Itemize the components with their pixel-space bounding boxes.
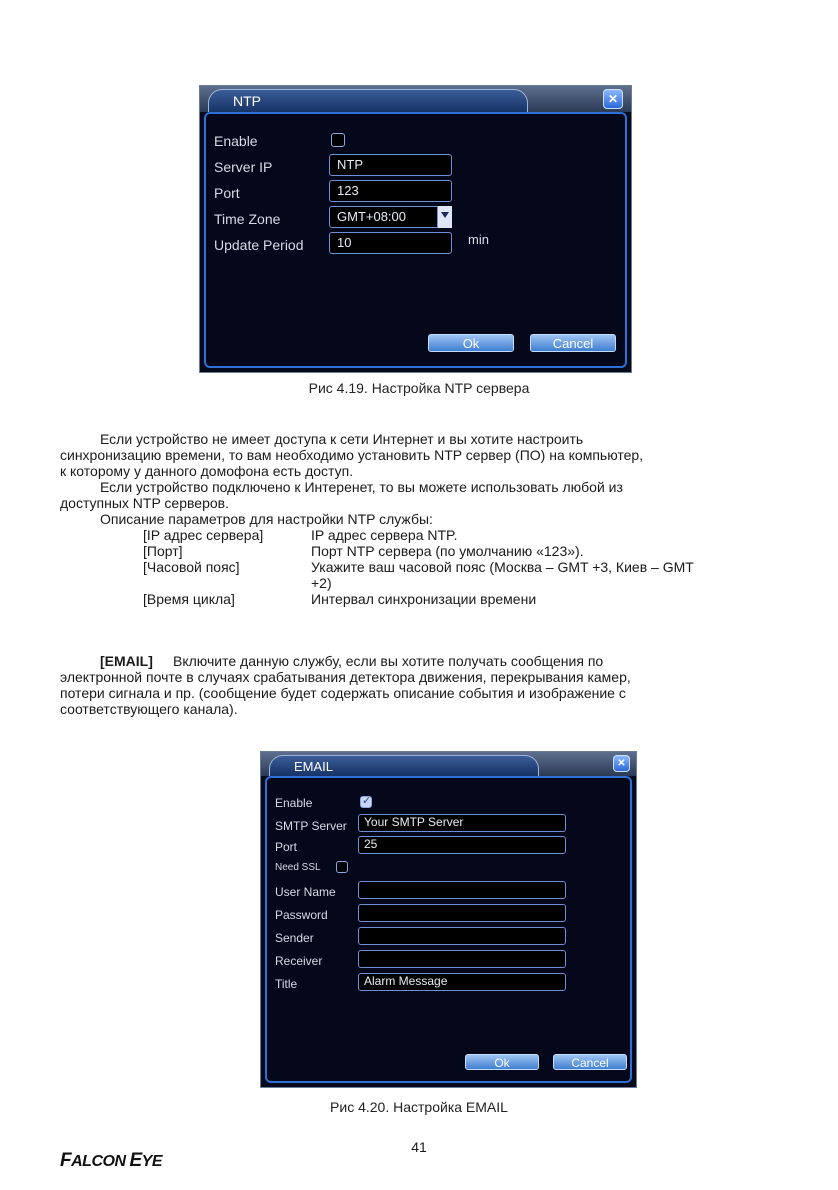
ntp-dialog-body: [204, 112, 627, 368]
param-desc: Укажите ваш часовой пояс (Москва – GMT +3, Киев – GMT: [311, 559, 694, 575]
param-term: [Часовой пояс]: [143, 559, 240, 575]
smtp-server-input[interactable]: Your SMTP Server: [358, 814, 566, 832]
smtp-server-label: SMTP Server: [275, 819, 347, 833]
email-dialog-title: EMAIL: [269, 755, 539, 776]
chevron-down-icon[interactable]: [437, 206, 452, 228]
param-term: [Время цикла]: [143, 591, 235, 607]
time-zone-label: Time Zone: [214, 211, 281, 227]
email-dialog-body: [265, 776, 632, 1083]
email-paragraph-line: соответствующего канала).: [60, 701, 238, 717]
close-icon[interactable]: ✕: [603, 89, 623, 109]
server-ip-input[interactable]: NTP: [329, 154, 452, 176]
receiver-label: Receiver: [275, 954, 323, 968]
email-dialog: [260, 751, 637, 1088]
ntp-paragraph-line: синхронизацию времени, то вам необходимо установить NTP сервер (ПО) на компьютер,: [60, 447, 644, 463]
param-term: [IP адрес сервера]: [143, 527, 264, 543]
page-number: 41: [411, 1139, 427, 1155]
port-label: Port: [214, 185, 240, 201]
update-period-unit: min: [468, 232, 489, 247]
cancel-button[interactable]: Cancel: [530, 334, 616, 352]
sender-input[interactable]: [358, 927, 566, 945]
cancel-button[interactable]: Cancel: [553, 1054, 627, 1070]
enable-checkbox[interactable]: [331, 133, 345, 147]
ok-button[interactable]: Ok: [428, 334, 514, 352]
password-label: Password: [275, 908, 328, 922]
email-paragraph-line: потери сигнала и пр. (сообщение будет содержать описание события и изображение с: [60, 685, 626, 701]
title-label: Title: [275, 977, 298, 991]
ntp-caption: Рис 4.19. Настройка NTP сервера: [308, 380, 530, 396]
title-input[interactable]: Alarm Message: [358, 973, 566, 991]
need-ssl-checkbox[interactable]: [336, 861, 348, 873]
update-period-label: Update Period: [214, 237, 304, 253]
param-desc: Порт NTP сервера (по умолчанию «123»).: [311, 543, 584, 559]
enable-checkbox[interactable]: [360, 796, 372, 808]
password-input[interactable]: [358, 904, 566, 922]
port-input[interactable]: 25: [358, 836, 566, 854]
email-heading: [EMAIL]: [100, 653, 153, 669]
param-desc: +2): [311, 575, 332, 591]
ntp-dialog: [199, 85, 632, 373]
ntp-paragraph-line: Если устройство не имеет доступа к сети Интернет и вы хотите настроить: [100, 431, 584, 447]
param-desc: Интервал синхронизации времени: [311, 591, 537, 607]
enable-label: Enable: [275, 796, 313, 810]
enable-label: Enable: [214, 133, 258, 149]
close-icon[interactable]: ✕: [613, 755, 630, 772]
email-caption: Рис 4.20. Настройка EMAIL: [330, 1099, 508, 1115]
time-zone-value: GMT+08:00: [337, 209, 407, 224]
brand-logo: FALCON EYE: [60, 1150, 162, 1171]
port-label: Port: [275, 840, 298, 854]
user-name-input[interactable]: [358, 881, 566, 899]
update-period-input[interactable]: 10: [329, 232, 452, 254]
ntp-paragraph-line: Если устройство подключено к Интеренет, то вы можете использовать любой из: [100, 479, 623, 495]
time-zone-select[interactable]: [329, 206, 452, 228]
server-ip-label: Server IP: [214, 159, 273, 175]
need-ssl-label: Need SSL: [275, 862, 321, 873]
email-paragraph-line: Включите данную службу, если вы хотите получать сообщения по: [173, 653, 604, 669]
ntp-paragraph-line: к которому у данного домофона есть доступ.: [60, 463, 354, 479]
ntp-paragraph-line: Описание параметров для настройки NTP службы:: [100, 511, 433, 527]
param-term: [Порт]: [143, 543, 183, 559]
user-name-label: User Name: [275, 885, 336, 899]
sender-label: Sender: [275, 931, 314, 945]
ntp-dialog-title: NTP: [208, 89, 528, 112]
param-desc: IP адрес сервера NTP.: [311, 527, 458, 543]
email-paragraph-line: электронной почте в случаях срабатывания детектора движения, перекрывания камер,: [60, 669, 631, 685]
port-input[interactable]: 123: [329, 180, 452, 202]
ok-button[interactable]: Ok: [465, 1054, 539, 1070]
receiver-input[interactable]: [358, 950, 566, 968]
ntp-paragraph-line: доступных NTP серверов.: [60, 495, 229, 511]
